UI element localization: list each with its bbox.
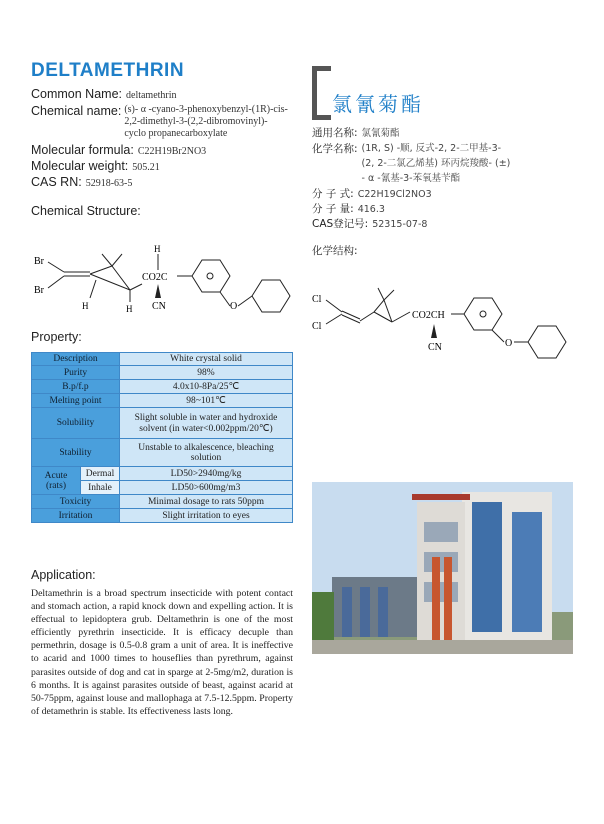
cl-label-top: Cl xyxy=(312,294,322,305)
weight-label: Molecular weight: xyxy=(31,159,129,173)
chemical-name-row xyxy=(31,104,324,140)
table-row xyxy=(32,467,293,481)
formula-label: Molecular formula: xyxy=(31,143,134,157)
title-bracket xyxy=(312,66,331,120)
application-heading: Application: xyxy=(31,568,96,582)
acute-label: Acute (rats) xyxy=(32,467,81,495)
cn-formula-row xyxy=(312,186,432,201)
cypermethrin-structure xyxy=(308,282,580,360)
cn-product-title: 氯氰菊酯 xyxy=(332,92,424,116)
weight-row xyxy=(31,159,160,173)
property-table xyxy=(31,352,293,523)
irritation-label: Irritation xyxy=(32,509,120,523)
property-heading: Property: xyxy=(31,330,82,344)
cn-cas-row xyxy=(312,216,427,231)
description-value: White crystal solid xyxy=(120,353,293,366)
cn-chemical-name-row xyxy=(312,141,510,186)
cn-formula-label: 分 子 式: xyxy=(312,188,354,200)
common-name-value: deltamethrin xyxy=(126,90,177,101)
application-text: Deltamethrin is a broad spectrum insecticide with potent contact and stomach action, a rapid knock down and expelling action. It is effectual to lepidoptera grub. Deltamethrin is one of the most efficiently pyrethrin insecticide. It is efficacy decuple than permethrin, dosage is 0.5-0.8 gram a unit of area. It is ineffective to acarid and 1000 times to houseflies than pyrethrum, against parasites outside of dog and cat in sparge at 2-5mg/m2, duration is 6 months. It is against parasites outside of beast, against acarid at 50-75ppm, against louse and mallophaga at 7.5-12.5ppm. Property of detamethrin is stable. Its effectiveness lasts long. xyxy=(31,588,293,717)
deltamethrin-structure xyxy=(30,236,298,320)
solubility-label: Solubility xyxy=(32,408,120,439)
solubility-value: Slight soluble in water and hydroxide solvent (in water<0.002ppm/20℃) xyxy=(120,408,293,439)
toxicity-label: Toxicity xyxy=(32,495,120,509)
h-label-top: H xyxy=(154,244,161,254)
factory-building-image xyxy=(312,482,573,654)
purity-value: 98% xyxy=(120,366,293,380)
chemical-name-value: (s)- α -cyano-3-phenoxybenzyl-(1R)-cis- 2,2-dimethyl-3-(2,2-dibromovinyl)- cyclo propanecarboxylate xyxy=(124,104,288,139)
h-label-left: H xyxy=(82,301,89,311)
formula-value: C22H19Br2NO3 xyxy=(137,146,207,157)
cn-weight-row xyxy=(312,201,385,216)
table-row xyxy=(32,408,293,439)
table-row xyxy=(32,509,293,523)
table-row xyxy=(32,353,293,366)
br-label-bottom: Br xyxy=(34,285,44,296)
bp-label: B.p/f.p xyxy=(32,380,120,394)
table-row xyxy=(32,439,293,467)
table-row xyxy=(32,394,293,408)
weight-value: 505.21 xyxy=(132,162,160,173)
purity-label: Purity xyxy=(32,366,120,380)
common-name-row xyxy=(31,87,177,101)
inhale-value: LD50>600mg/m3 xyxy=(120,481,293,495)
formula-row xyxy=(31,143,206,157)
cas-label: CAS RN: xyxy=(31,175,82,189)
structure-heading: Chemical Structure: xyxy=(31,204,141,218)
dermal-value: LD50>2940mg/kg xyxy=(120,467,293,481)
table-row xyxy=(32,495,293,509)
cn-label: CN xyxy=(152,301,166,312)
cas-value: 52918-63-5 xyxy=(85,178,133,189)
cn-common-name-label: 通用名称: xyxy=(312,127,358,139)
cas-row xyxy=(31,175,132,189)
toxicity-value: Minimal dosage to rats 50ppm xyxy=(120,495,293,509)
cn-cas-label: CAS登记号: xyxy=(312,218,369,230)
stability-value: Unstable to alkalescence, bleaching solution xyxy=(120,439,293,467)
mp-value: 98~101℃ xyxy=(120,394,293,408)
factory-photo xyxy=(312,482,573,654)
product-title: DELTAMETHRIN xyxy=(31,60,185,81)
dermal-label: Dermal xyxy=(81,467,120,481)
bp-value: 4.0x10-8Pa/25℃ xyxy=(120,380,293,394)
cn-formula-value: C22H19Cl2NO3 xyxy=(357,189,432,200)
co2ch-label: CO2CH xyxy=(412,310,445,321)
common-name-label: Common Name: xyxy=(31,87,122,101)
h-label-right: H xyxy=(126,304,133,314)
cn-common-name-value: 氯氰菊酯 xyxy=(361,128,400,139)
cn-chemical-name-label: 化学名称: xyxy=(312,143,358,155)
cn-weight-value: 416.3 xyxy=(357,204,385,215)
cn-common-name-row xyxy=(312,125,400,140)
co2c-label: CO2C xyxy=(142,272,168,283)
table-row xyxy=(32,366,293,380)
br-label-top: Br xyxy=(34,256,44,267)
cn-structure-heading: 化学结构: xyxy=(312,245,358,257)
o-label: O xyxy=(230,301,238,312)
o-label-cn: O xyxy=(505,338,513,349)
cn-group-label: CN xyxy=(428,342,442,353)
inhale-label: Inhale xyxy=(81,481,120,495)
chemical-name-label: Chemical name: xyxy=(31,104,122,118)
description-label: Description xyxy=(32,353,120,366)
mp-label: Melting point xyxy=(32,394,120,408)
cn-chemical-name-value: (1R, S) -顺, 反式-2, 2-二甲基-3- (2, 2-二氯乙烯基) 环丙烷羧酸- (±) - α -氰基-3-苯氧基苄酯 xyxy=(361,143,511,184)
cl-label-bottom: Cl xyxy=(312,321,322,332)
table-row xyxy=(32,380,293,394)
stability-label: Stability xyxy=(32,439,120,467)
irritation-value: Slight irritation to eyes xyxy=(120,509,293,523)
cn-cas-value: 52315-07-8 xyxy=(372,219,428,230)
cn-weight-label: 分 子 量: xyxy=(312,203,354,215)
